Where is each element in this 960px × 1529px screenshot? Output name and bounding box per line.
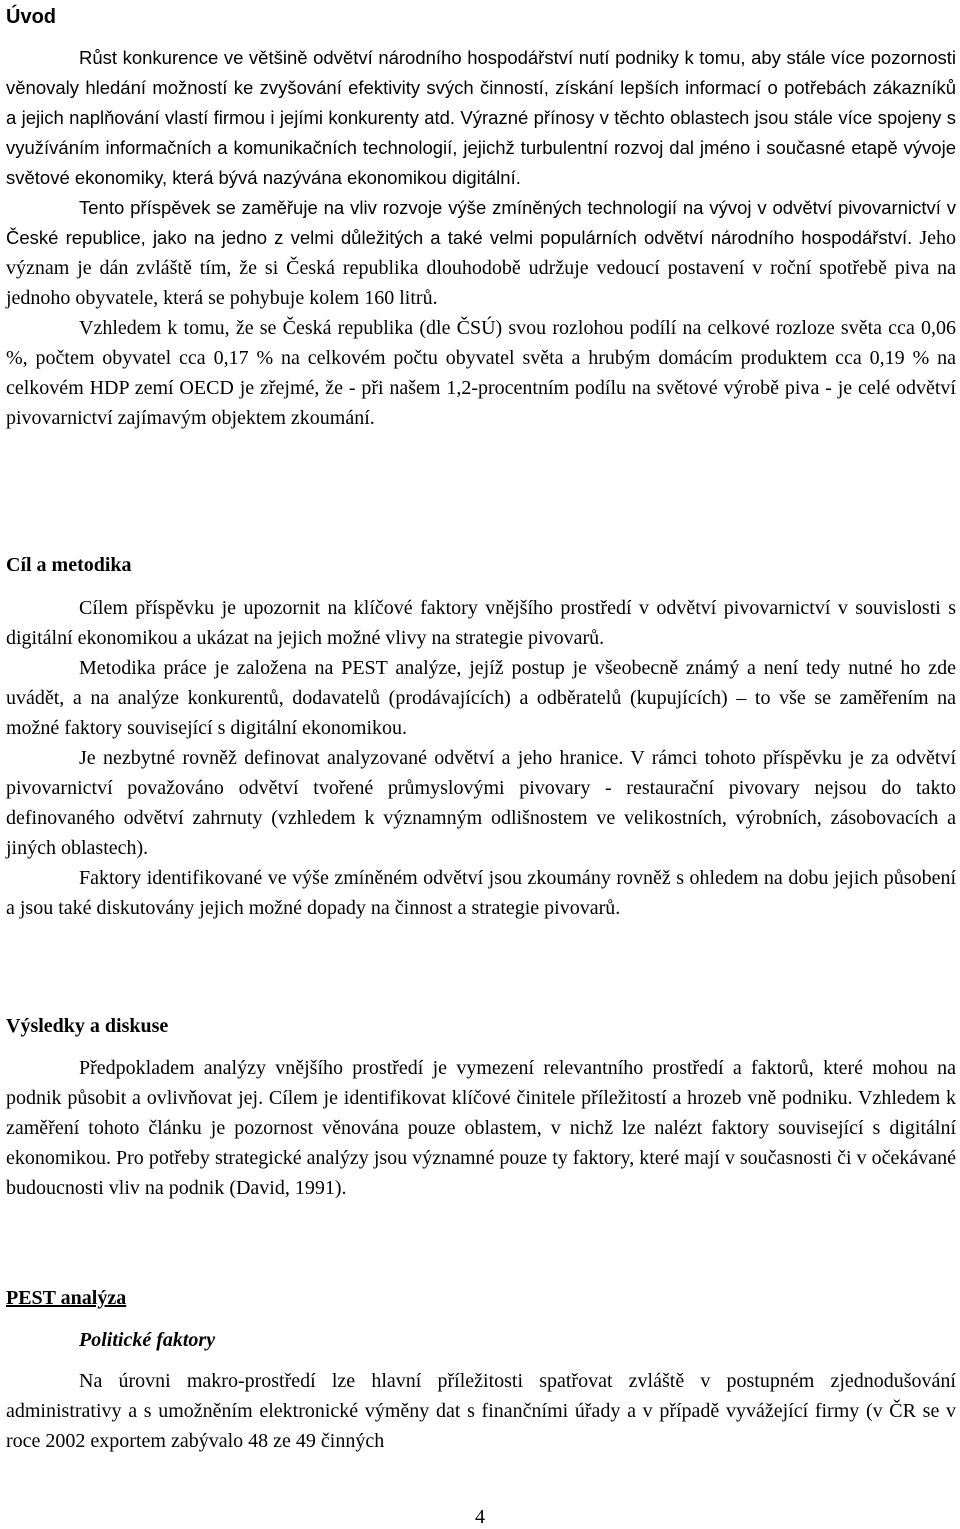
paragraph-cil-1: Cílem příspěvku je upozornit na klíčové faktory vnějšího prostředí v odvětví pivovarnictví v souvislosti s digitální ekonomikou a ukázat na jejich možné vlivy na strategie pivovarů. [6,597,956,649]
page-number: 4 [475,1506,485,1528]
paragraph-vysledky-1: Předpokladem analýzy vnějšího prostředí je vymezení relevantního prostředí a faktorů, které mohou na podnik působit a ovlivňovat jej. Cílem je identifikovat klíčové činitele příležitostí a hrozeb vně podniku. Vzhledem k zaměření tohoto článku je pozornost věnována pouze oblastem, v nichž lze nalézt faktory související s digitální ekonomikou. Pro potřeby strategické analýzy jsou významné pouze ty faktory, které mají v současnosti či v očekávané budoucnosti vliv na podnik (David, 1991). [6,1057,956,1199]
subheading-politicke-faktory: Politické faktory [79,1329,216,1351]
paragraph-uvod-2b: Jeho význam je dán zvláště tím, že si Česká republika dlouhodobě udržuje vedoucí postavení v roční spotřebě piva na jednoho obyvatele, která se pohybuje kolem 160 litrů. [6,227,956,309]
paragraph-uvod-1: Růst konkurence ve většině odvětví národního hospodářství nutí podniky k tomu, aby stále více pozornosti věnovaly hledání možností ke zvyšování efektivity svých činností, získání lepších informací o potřebách zákazníků a jejich naplňování vlastí firmou i jejími konkurenty atd. Výrazné přínosy v těchto oblastech jsou stále více spojeny s využíváním informačních a komunikačních technologií, jejichž turbulentní rozvoj dal jméno i současné etapě vývoje světové ekonomiky, která bývá nazývána ekonomikou digitální. [6,47,956,188]
section-pest-body [6,1366,956,1456]
paragraph-cil-2: Metodika práce je založena na PEST analýze, jejíž postup je všeobecně známý a není tedy nutné ho zde uvádět, a na analýze konkurentů, dodavatelů (prodávajících) a odběratelů (kupujících) – to vše se zaměřením na možné faktory související s digitální ekonomikou. [6,657,956,739]
paragraph-cil-4: Faktory identifikované ve výše zmíněném odvětví jsou zkoumány rovněž s ohledem na dobu jejich působení a jsou také diskutovány jejich možné dopady na činnost a strategie pivovarů. [6,867,956,919]
section-uvod-body [6,43,956,433]
paragraph-uvod-3: Vzhledem k tomu, že se Česká republika (dle ČSÚ) svou rozlohou podílí na celkové rozloze světa cca 0,06 %, počtem obyvatel cca 0,17 % na celkovém počtu obyvatel světa a hrubým domácím produktem cca 0,19 % na celkovém HDP zemí OECD je zřejmé, že - při našem 1,2-procentním podílu na světové výrobě piva - je celé odvětví pivovarnictví zajímavým objektem zkoumání. [6,317,956,429]
section-vysledky-body [6,1053,956,1203]
paragraph-pest-1: Na úrovni makro-prostředí lze hlavní příležitosti spatřovat zvláště v postupném zjednodušování administrativy a s umožněním elektronické výměny dat s finančními úřady a v případě vyvážející firmy (v ČR se v roce 2002 exportem zabývalo 48 ze 49 činných [6,1370,956,1452]
paragraph-uvod-2a: Tento příspěvek se zaměřuje na vliv rozvoje výše zmíněných technologií na vývoj v odvětví pivovarnictví v České republice, jako na jedno z velmi důležitých a také velmi populárních odvětví národního hospodářství. [6,197,956,248]
section-heading-cil: Cíl a metodika [6,554,132,576]
section-cil-body [6,593,956,923]
paragraph-cil-3: Je nezbytné rovněž definovat analyzované odvětví a jeho hranice. V rámci tohoto příspěvku je za odvětví pivovarnictví považováno odvětví tvořené průmyslovými pivovary - restaurační pivovary nejsou do takto definovaného odvětví zahrnuty (vzhledem k významným odlišnostem ve velikostních, výrobních, zásobovacích a jiných oblastech). [6,747,956,859]
section-heading-uvod: Úvod [6,6,56,28]
section-heading-vysledky: Výsledky a diskuse [6,1015,169,1037]
section-heading-pest: PEST analýza [6,1287,127,1309]
paragraph-uvod-2 [6,193,956,313]
